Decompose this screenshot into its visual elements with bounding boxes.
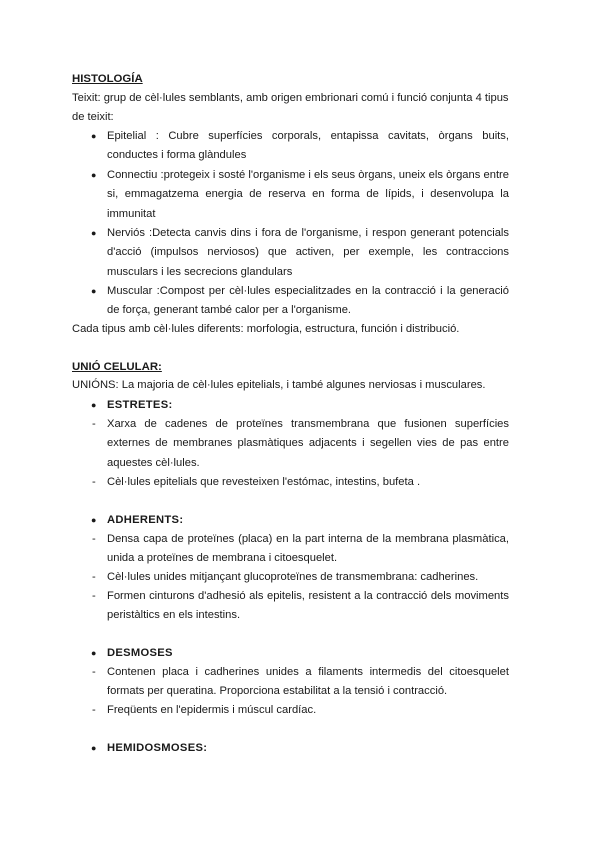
section-title-unio-celular: UNIÓ CELULAR:	[72, 361, 162, 373]
bullet-icon: ●	[91, 286, 97, 296]
list-item: Densa capa de proteïnes (placa) en la part interna de la membrana plasmàtica, unida a proteïnes de membrana i citoesquelet.	[107, 533, 509, 565]
dash-icon: -	[92, 476, 96, 488]
unio-intro: UNIÓNS: La majoria de cèl·lules epitelials, i també algunes nerviosas i musculares.	[72, 379, 486, 391]
list-item-epitelial: Epitelial : Cubre superfícies corporals, entapissa cavitats, òrgans buits, conductes i forma glàndules	[107, 130, 509, 162]
subheading-adherents: ADHERENTS:	[107, 514, 184, 526]
bullet-icon: ●	[91, 515, 97, 525]
dash-icon: -	[92, 666, 96, 678]
list-item: Formen cinturons d'adhesió als epitelis, resistent a la contracció dels moviments peristàltics en els intestins.	[107, 590, 509, 622]
list-item-nervios: Nerviós :Detecta canvis dins i fora de l'organisme, i respon generant potencials d'acció (impulsos nerviosos) que activen, per exemple, les contraccions musculars i les secrecions glandulars	[107, 227, 509, 278]
bullet-icon: ●	[91, 131, 97, 141]
dash-icon: -	[92, 418, 96, 430]
list-item: Freqüents en l'epidermis i múscul cardíac.	[107, 704, 317, 716]
list-item: Cèl·lules epitelials que revesteixen l'estómac, intestins, bufeta .	[107, 476, 421, 488]
dash-icon: -	[92, 704, 96, 716]
bullet-icon: ●	[91, 648, 97, 658]
list-item: Xarxa de cadenes de proteïnes transmembrana que fusionen superfícies externes de membranes plasmàtiques adjacents i segellen vies de pas entre aquestes cèl·lules.	[107, 418, 509, 469]
bullet-icon: ●	[91, 400, 97, 410]
list-item: Contenen placa i cadherines unides a filaments intermedis del citoesquelet formats per queratina. Proporciona estabilitat a la tensió i contracció.	[107, 666, 509, 698]
list-item-connectiu: Connectiu :protegeix i sosté l'organisme i els seus òrgans, uneix els òrgans entre si, emmagatzema energia de reserva en forma de lípids, i desenvolupa la immunitat	[107, 169, 509, 220]
section-title-histologia: HISTOLOGÍA	[72, 73, 143, 85]
list-item-muscular: Muscular :Compost per cèl·lules especialitzades en la contracció i la generació de força, generant també calor per a l'organisme.	[107, 285, 509, 317]
list-item: Cèl·lules unides mitjançant glucoproteïnes de transmembrana: cadherines.	[107, 571, 479, 583]
dash-icon: -	[92, 571, 96, 583]
subheading-desmoses: DESMOSES	[107, 647, 173, 659]
histologia-intro: Teixit: grup de cèl·lules semblants, amb origen embrionari comú i funció conjunta 4 tipus de teixit:	[72, 92, 509, 124]
subheading-estretes: ESTRETES:	[107, 399, 173, 411]
bullet-icon: ●	[91, 228, 97, 238]
bullet-icon: ●	[91, 743, 97, 753]
bullet-icon: ●	[91, 170, 97, 180]
dash-icon: -	[92, 590, 96, 602]
dash-icon: -	[92, 533, 96, 545]
subheading-hemidosmoses: HEMIDOSMOSES:	[107, 742, 208, 754]
histologia-footer: Cada tipus amb cèl·lules diferents: morfologia, estructura, función i distribució.	[72, 323, 460, 335]
